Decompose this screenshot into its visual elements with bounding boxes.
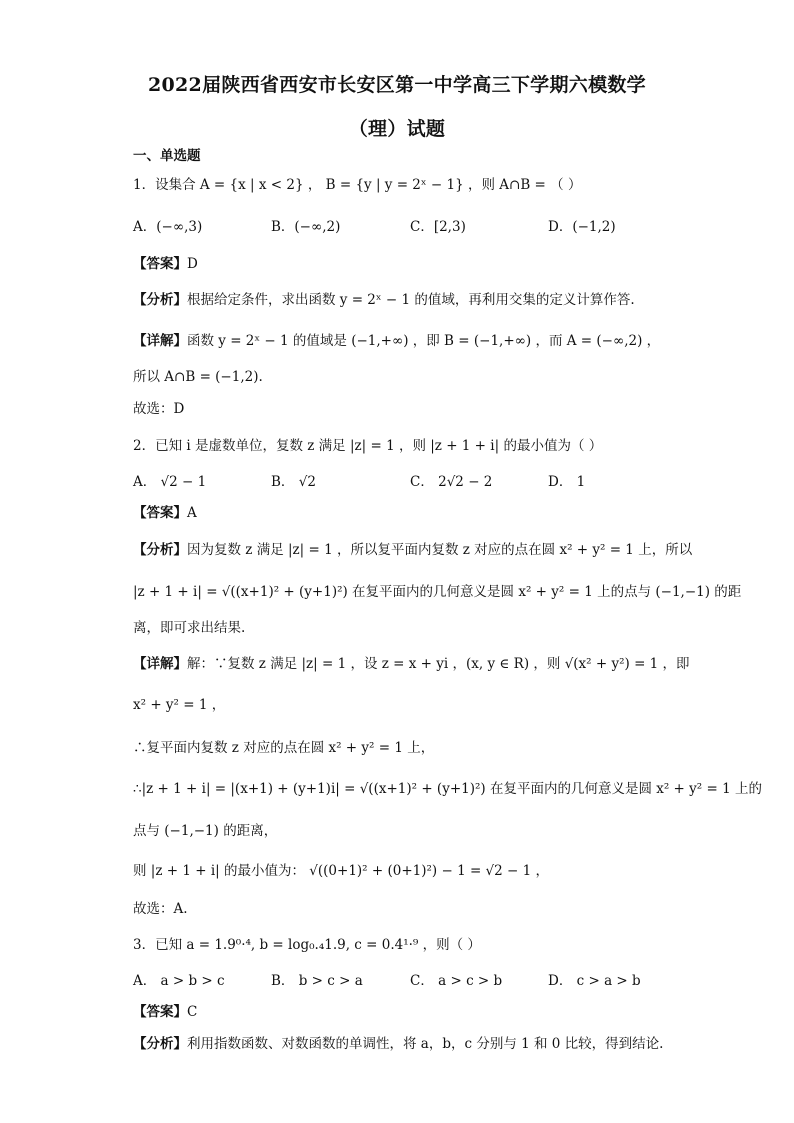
q3-analysis-line — [133, 1034, 663, 1054]
q2-answer-tag: 【答案】 — [133, 505, 187, 521]
q1-answer-tag: 【答案】 — [133, 256, 187, 272]
q1-stem: 1．设集合 A = {x | x < 2} ， B = {y | y = 2ˣ − 1} ，则 A∩B = （ ） — [133, 177, 582, 193]
q2-analysis-tag: 【分析】 — [133, 542, 187, 558]
q1-analysis: 根据给定条件，求出函数 y = 2ˣ − 1 的值域，再利用交集的定义计算作答. — [187, 292, 635, 308]
q2-answer-line — [133, 503, 197, 523]
q1-option-a: A．(−∞,3) — [133, 219, 203, 235]
q2-analysis-line2: |z + 1 + i| = √((x+1)² + (y+1)²) 在复平面内的几何意义是圆 x² + y² = 1 上的点与 (−1,−1) 的距 — [133, 584, 742, 600]
q2-stem: 2．已知 i 是虚数单位，复数 z 满足 |z| = 1 ，则 |z + 1 + i| 的最小值为（ ） — [133, 438, 603, 454]
q2-detail-line5: 点与 (−1,−1) 的距离， — [133, 823, 278, 839]
q1-detail-tag: 【详解】 — [133, 333, 187, 349]
q2-analysis-line3: 离，即可求出结果. — [133, 620, 246, 636]
q1-conclusion: 故选：D — [133, 401, 185, 417]
q3-answer-line — [133, 1002, 197, 1022]
q2-option-b: B． √2 — [271, 474, 316, 490]
q2-detail1: 解：∵复数 z 满足 |z| = 1 ，设 z = x + yi ，(x, y ∈ R) ，则 √(x² + y²) = 1 ，即 — [187, 656, 690, 672]
q2-detail-line6: 则 |z + 1 + i| 的最小值为： √((0+1)² + (0+1)²) − 1 = √2 − 1 ， — [133, 863, 550, 879]
q2-conclusion: 故选：A. — [133, 901, 188, 917]
q2-detail-line3: ∴复平面内复数 z 对应的点在圆 x² + y² = 1 上， — [133, 740, 435, 756]
q2-analysis1: 因为复数 z 满足 |z| = 1 ，所以复平面内复数 z 对应的点在圆 x² + y² = 1 上，所以 — [187, 542, 693, 558]
q2-option-c: C． 2√2 − 2 — [410, 474, 493, 490]
q2-option-a: A． √2 − 1 — [133, 474, 207, 490]
q3-stem: 3．已知 a = 1.9⁰·⁴, b = log₀.₄1.9, c = 0.4¹·⁹ ，则（ ） — [133, 937, 481, 953]
q3-analysis: 利用指数函数、对数函数的单调性，将 a，b，c 分别与 1 和 0 比较，得到结论. — [187, 1036, 664, 1052]
q2-option-d: D． 1 — [548, 474, 586, 490]
q3-option-a: A． a > b > c — [133, 973, 225, 989]
document-title-line2: （理）试题 — [348, 118, 446, 140]
q1-answer: D — [187, 256, 198, 272]
q2-detail-tag: 【详解】 — [133, 656, 187, 672]
q2-detail-line4: ∴|z + 1 + i| = |(x+1) + (y+1)i| = √((x+1)² + (y+1)²) 在复平面内的几何意义是圆 x² + y² = 1 上的 — [133, 781, 762, 797]
section-heading: 一、单选题 — [133, 148, 201, 164]
q1-detail: 函数 y = 2ˣ − 1 的值域是 (−1,+∞) ，即 B = (−1,+∞) ，而 A = (−∞,2) ， — [187, 333, 661, 349]
q3-answer-tag: 【答案】 — [133, 1004, 187, 1020]
q3-option-d: D． c > a > b — [548, 973, 641, 989]
q2-detail-line1 — [133, 654, 690, 674]
q2-detail-line2: x² + y² = 1 ， — [133, 697, 226, 713]
document-title-line1: 2022届陕西省西安市长安区第一中学高三下学期六模数学 — [148, 74, 646, 96]
q3-option-c: C． a > c > b — [410, 973, 503, 989]
q2-analysis-line1 — [133, 540, 692, 560]
q1-option-b: B．(−∞,2) — [271, 219, 341, 235]
q1-analysis-line — [133, 290, 635, 310]
q1-detail-line2: 所以 A∩B = (−1,2). — [133, 369, 263, 385]
q1-option-d: D．(−1,2) — [548, 219, 616, 235]
q1-detail-line — [133, 331, 660, 351]
q3-option-b: B． b > c > a — [271, 973, 363, 989]
q3-answer: C — [187, 1004, 198, 1020]
q2-answer: A — [187, 505, 197, 521]
q3-analysis-tag: 【分析】 — [133, 1036, 187, 1052]
q1-answer-line — [133, 254, 198, 274]
q1-option-c: C．[2,3) — [410, 219, 466, 235]
q1-analysis-tag: 【分析】 — [133, 292, 187, 308]
